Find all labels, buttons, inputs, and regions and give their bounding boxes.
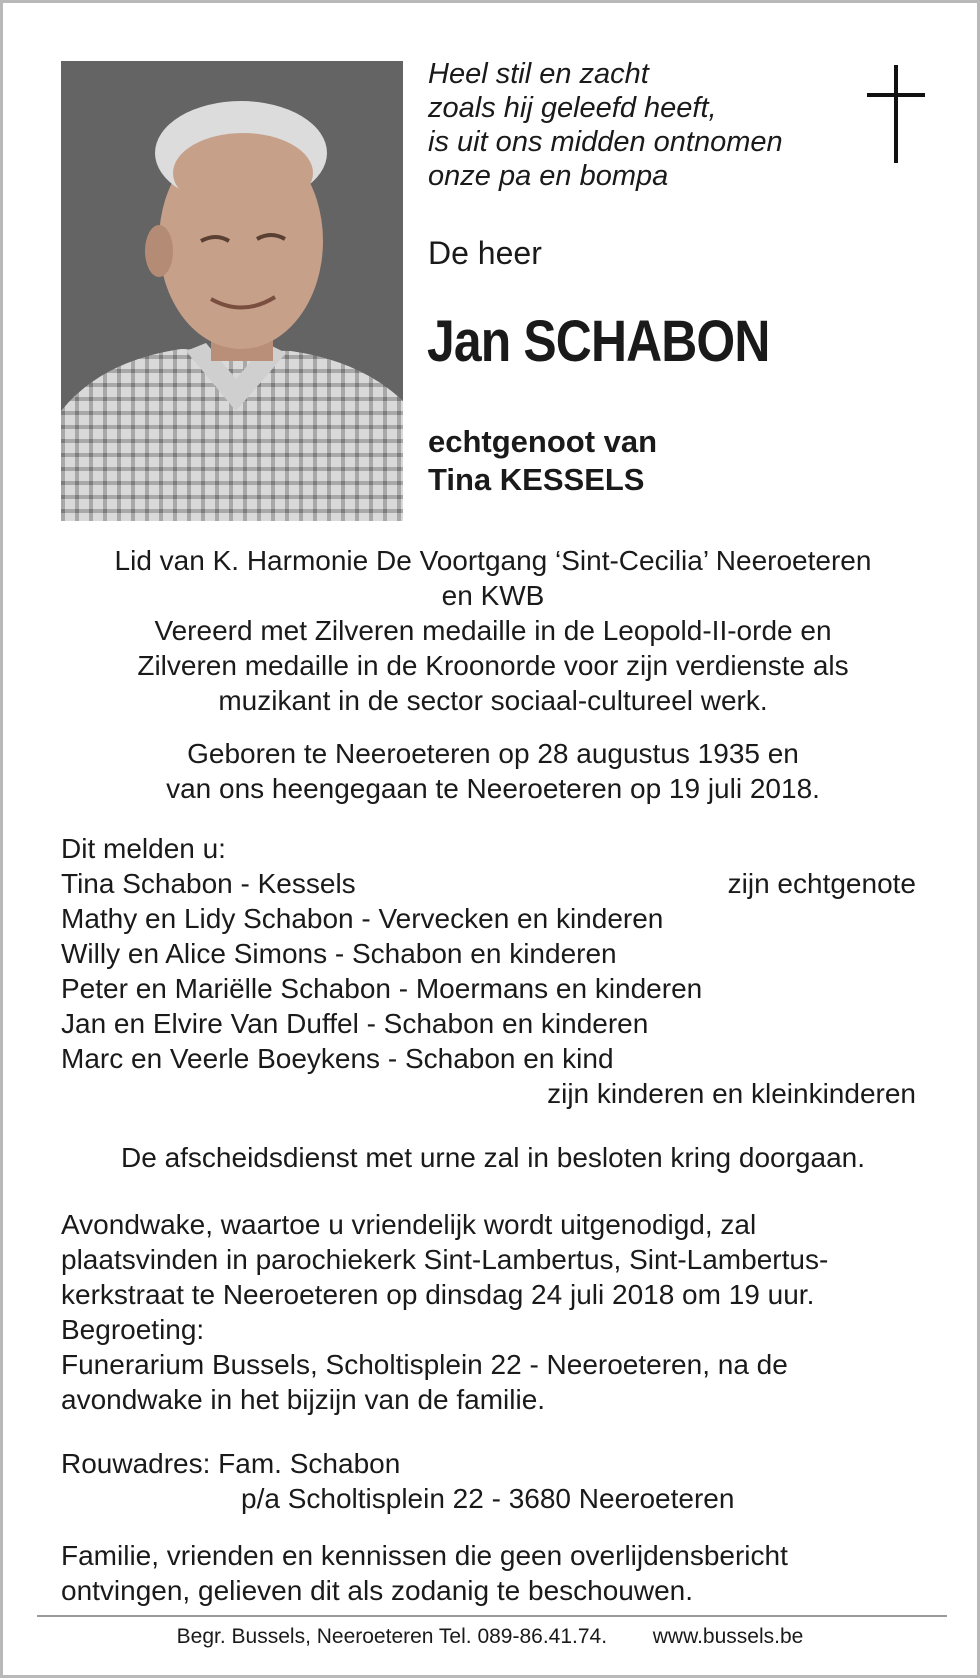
closing-block	[61, 1538, 921, 1608]
wake-line: Begroeting:	[61, 1314, 205, 1345]
wake-block	[61, 1207, 921, 1417]
birth-line: Geboren te Neeroeteren op 28 augustus 1935 en	[187, 738, 799, 769]
footer	[3, 1625, 977, 1649]
website-link[interactable]: www.bussels.be	[652, 1625, 804, 1648]
poem-line: Heel stil en zacht	[428, 58, 649, 90]
poem-line: zoals hij geleefd heeft,	[428, 92, 717, 124]
announcer-child: Peter en Mariëlle Schabon - Moermans en kinderen	[61, 973, 703, 1004]
undertaker-contact: Begr. Bussels, Neeroeteren Tel. 089-86.41.74.	[176, 1625, 608, 1648]
birth-death-block	[43, 736, 943, 806]
announcer-child: Marc en Veerle Boeykens - Schabon en kind	[61, 1043, 614, 1074]
announcer-row-spouse	[61, 866, 916, 901]
spouse-relation: echtgenoot van	[428, 424, 658, 459]
spouse-name: Tina KESSELS	[428, 462, 645, 497]
salutation: De heer	[428, 235, 542, 271]
service-notice: De afscheidsdienst met urne zal in besloten kring doorgaan.	[121, 1142, 865, 1173]
address-line: p/a Scholtisplein 22 - 3680 Neeroeteren	[241, 1483, 735, 1514]
announcers-block	[61, 831, 916, 1111]
membership-line: Lid van K. Harmonie De Voortgang ‘Sint-Cecilia’ Neeroeteren	[114, 545, 872, 576]
announcer-children-role: zijn kinderen en kleinkinderen	[547, 1078, 916, 1109]
poem	[428, 57, 848, 193]
wake-line: Funerarium Bussels, Scholtisplein 22 - Neeroeteren, na de	[61, 1349, 788, 1380]
address-block	[61, 1446, 921, 1516]
death-line: van ons heengegaan te Neeroeteren op 19 juli 2018.	[166, 773, 820, 804]
announcer-child: Mathy en Lidy Schabon - Vervecken en kinderen	[61, 903, 664, 934]
announcer-spouse-name: Tina Schabon - Kessels	[61, 868, 356, 899]
announcer-child: Jan en Elvire Van Duffel - Schabon en kinderen	[61, 1008, 649, 1039]
poem-line: onze pa en bompa	[428, 160, 669, 192]
membership-block	[43, 543, 943, 718]
membership-line: Zilveren medaille in de Kroonorde voor zijn verdienste als	[137, 650, 849, 681]
address-line: Rouwadres: Fam. Schabon	[61, 1448, 401, 1479]
footer-divider	[37, 1615, 947, 1617]
announcer-spouse-role: zijn echtgenote	[727, 868, 916, 899]
portrait-illustration	[61, 61, 403, 521]
spouse-block	[428, 423, 657, 499]
poem-line: is uit ons midden ontnomen	[428, 126, 783, 158]
wake-line: avondwake in het bijzijn van de familie.	[61, 1384, 546, 1415]
closing-line: ontvingen, gelieven dit als zodanig te beschouwen.	[61, 1575, 693, 1606]
wake-line: kerkstraat te Neeroeteren op dinsdag 24 juli 2018 om 19 uur.	[61, 1279, 815, 1310]
deceased-name: Jan SCHABON	[427, 309, 770, 374]
wake-line: Avondwake, waartoe u vriendelijk wordt uitgenodigd, zal	[61, 1209, 757, 1240]
membership-line: muzikant in de sector sociaal-cultureel werk.	[218, 685, 768, 716]
wake-line: plaatsvinden in parochiekerk Sint-Lambertus, Sint-Lambertus-	[61, 1244, 829, 1275]
membership-line: Vereerd met Zilveren medaille in de Leopold-II-orde en	[154, 615, 832, 646]
membership-line: en KWB	[441, 580, 545, 611]
announcer-child: Willy en Alice Simons - Schabon en kinderen	[61, 938, 617, 969]
announcers-intro: Dit melden u:	[61, 833, 226, 864]
closing-line: Familie, vrienden en kennissen die geen overlijdensbericht	[61, 1540, 788, 1571]
latin-cross-icon	[867, 65, 925, 163]
portrait-photo	[61, 61, 403, 521]
